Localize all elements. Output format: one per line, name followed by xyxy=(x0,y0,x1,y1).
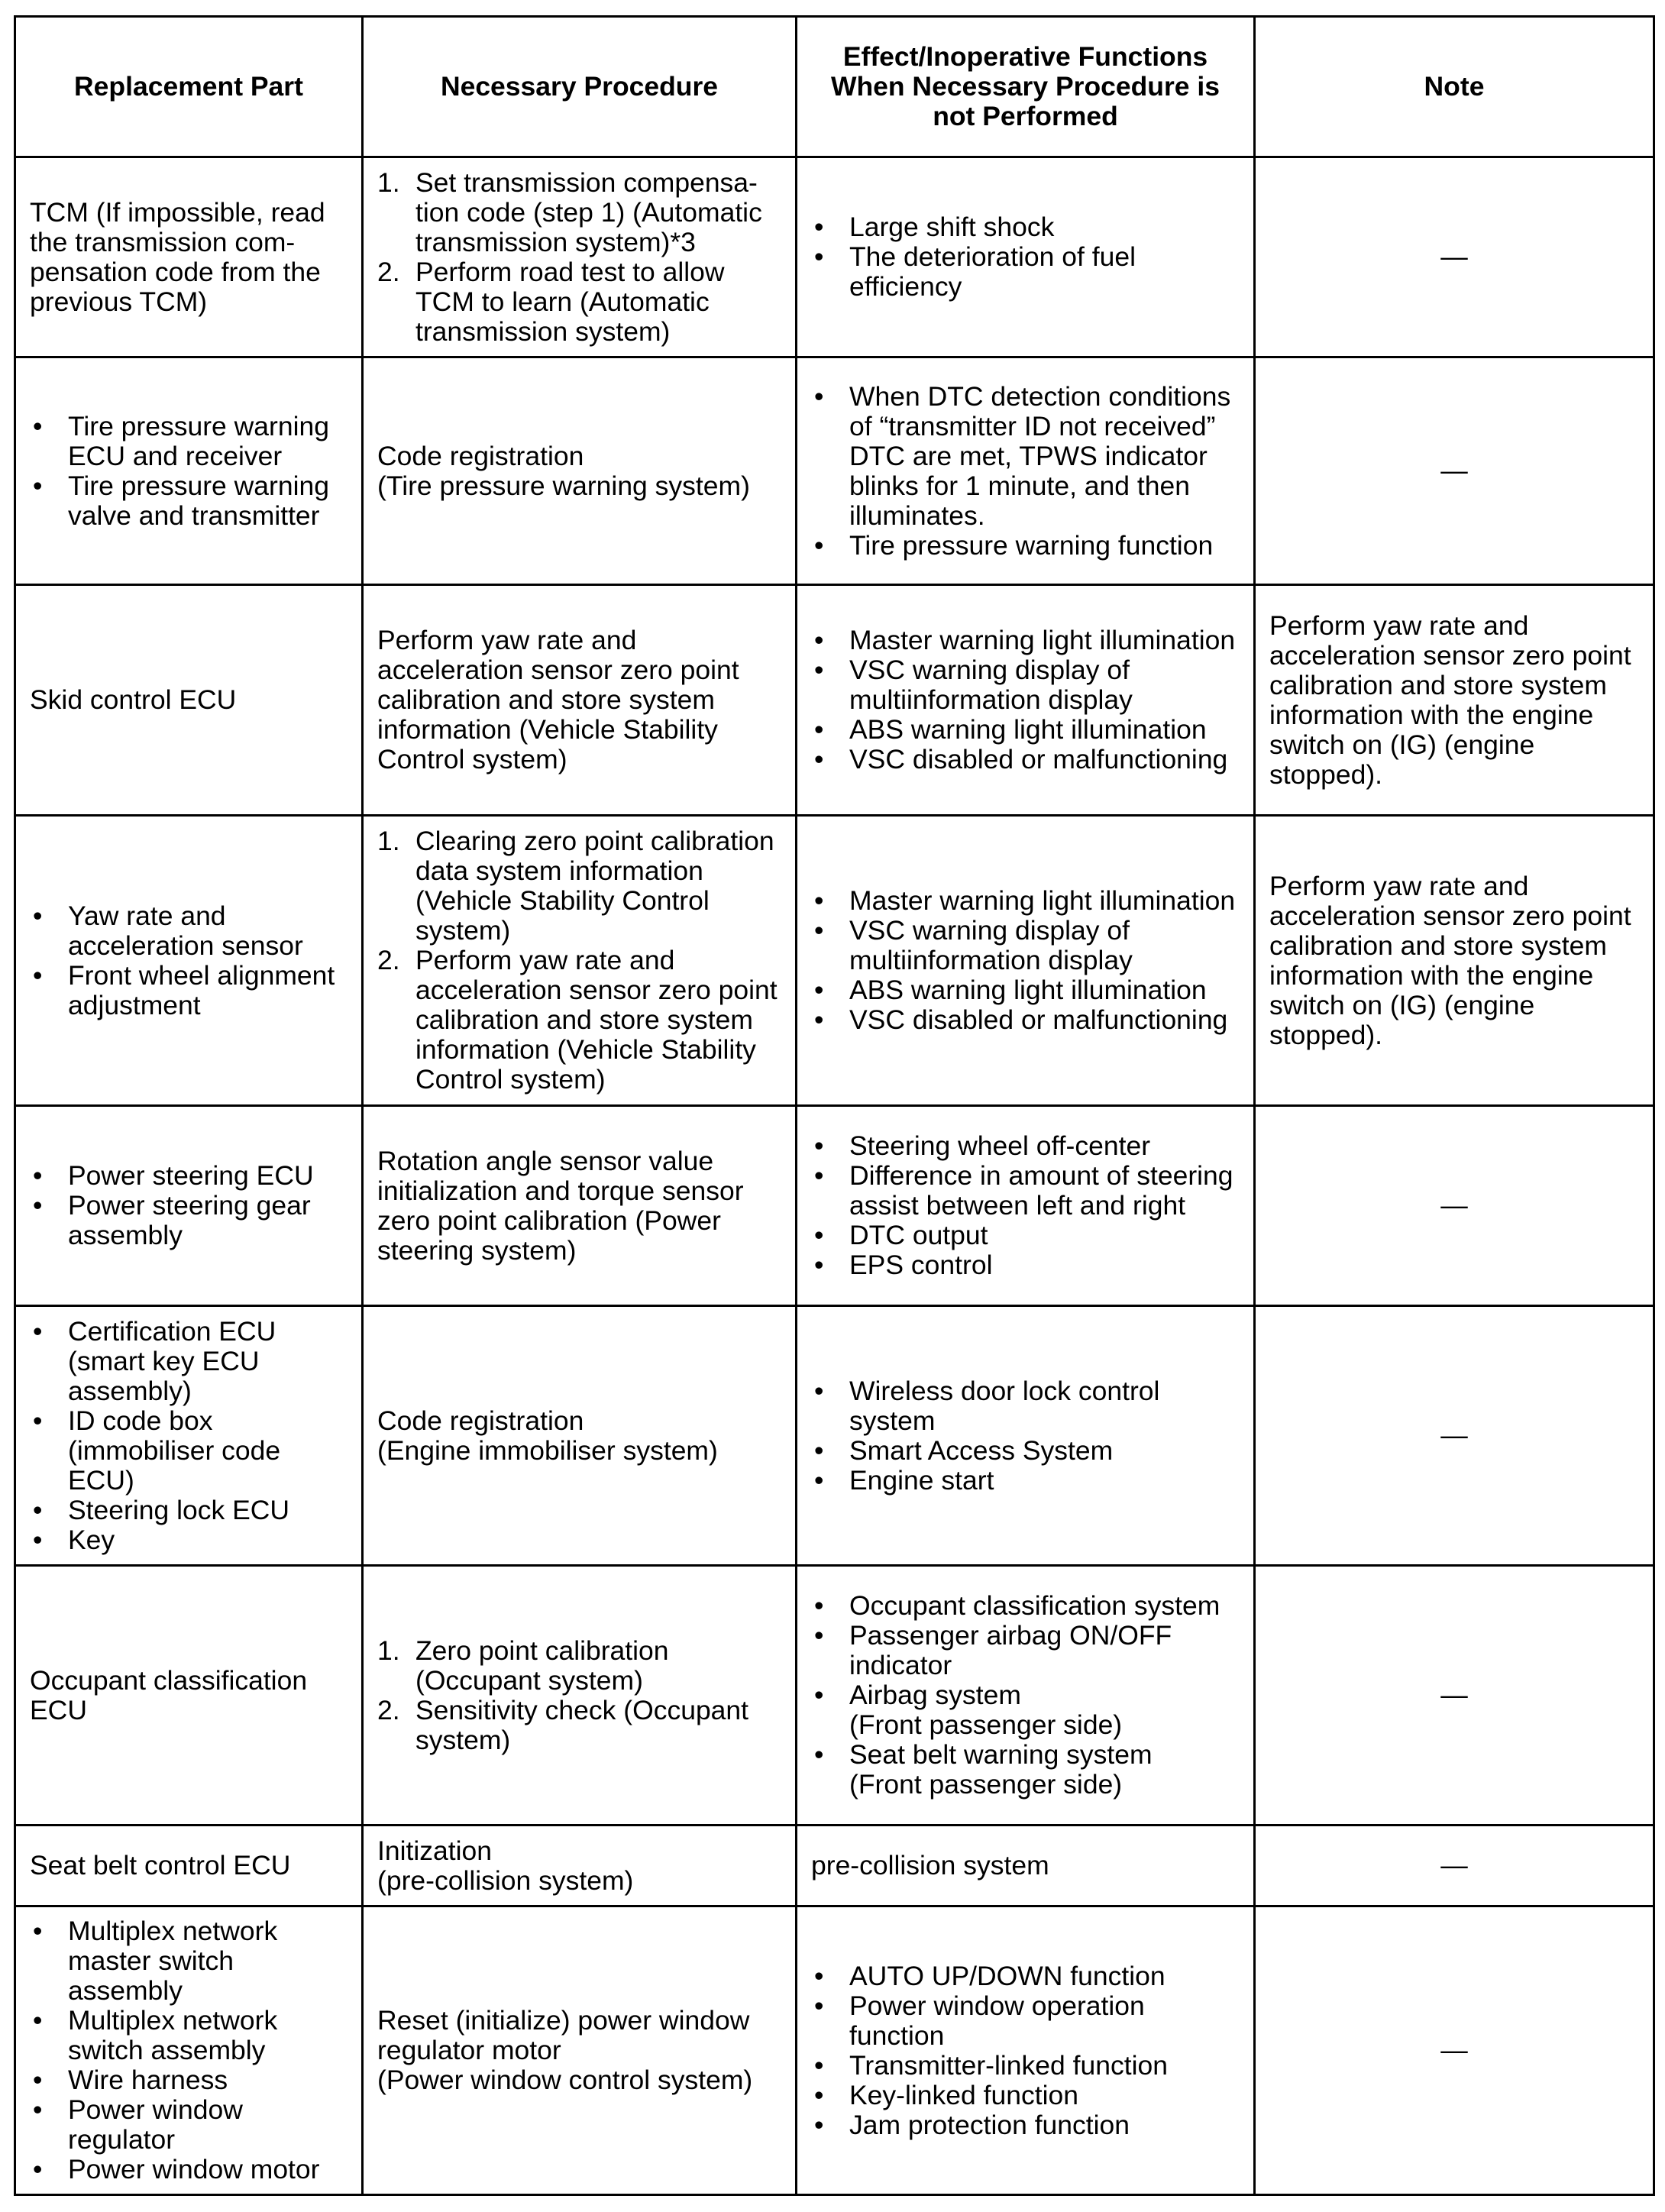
list-item xyxy=(811,916,1240,975)
bullet-marker: • xyxy=(814,1990,824,2021)
effect-cell-list xyxy=(811,1591,1240,1800)
replacement-part-cell: Seat belt control ECU xyxy=(15,1826,363,1906)
bullet-marker: • xyxy=(33,2065,43,2095)
effect-cell-list xyxy=(811,382,1240,561)
list-item xyxy=(377,168,781,257)
bullet-marker: • xyxy=(814,1375,824,1406)
list-item xyxy=(30,961,348,1020)
effect-cell xyxy=(797,1566,1255,1826)
list-item xyxy=(811,655,1240,715)
item-text: Perform yaw rate and acceleration sensor zero point calibration and store system information (Vehicle Stability Control system) xyxy=(415,945,778,1095)
table-row xyxy=(15,1566,1654,1826)
bullet-marker: • xyxy=(814,1620,824,1651)
effect-cell-list xyxy=(811,1131,1240,1280)
bullet-marker: • xyxy=(814,714,824,745)
item-text: Smart Access System xyxy=(849,1434,1114,1466)
bullet-marker: • xyxy=(33,2094,43,2125)
procedure-cell xyxy=(363,1566,797,1826)
list-item xyxy=(811,745,1240,775)
replacement-part-cell xyxy=(15,1906,363,2195)
item-text: Master warning light illumination xyxy=(849,625,1236,655)
bullet-marker: • xyxy=(814,975,824,1005)
bullet-marker: • xyxy=(814,529,824,561)
table-row xyxy=(15,1826,1654,1906)
note-cell: — xyxy=(1255,1306,1654,1566)
item-text: Power window regulator xyxy=(68,2094,243,2155)
list-item xyxy=(811,1376,1240,1436)
bullet-marker: • xyxy=(33,470,43,501)
item-text: Occupant classification system xyxy=(849,1590,1220,1621)
table-body xyxy=(15,157,1654,2195)
list-item xyxy=(377,946,781,1095)
list-item xyxy=(30,471,348,531)
procedure-cell-list xyxy=(377,1636,781,1755)
bullet-marker: • xyxy=(814,2109,824,2140)
list-item xyxy=(811,1961,1240,1991)
list-item xyxy=(811,715,1240,745)
table-row xyxy=(15,1106,1654,1306)
list-item xyxy=(811,1991,1240,2051)
list-item xyxy=(811,975,1240,1005)
note-cell: — xyxy=(1255,1106,1654,1306)
item-text: Multiplex network master switch assembly xyxy=(68,1916,278,2006)
item-number: 2. xyxy=(377,1694,400,1725)
replacement-part-cell-list xyxy=(30,1317,348,1555)
list-item xyxy=(811,1250,1240,1280)
table-row xyxy=(15,816,1654,1106)
item-text: AUTO UP/DOWN function xyxy=(849,1960,1166,1991)
list-item xyxy=(30,1191,348,1250)
item-text: Master warning light illumination xyxy=(849,885,1236,916)
procedure-cell xyxy=(363,157,797,357)
item-text: VSC disabled or malfunctioning xyxy=(849,744,1228,775)
effect-cell: pre-collision system xyxy=(797,1826,1255,1906)
list-item xyxy=(811,2081,1240,2110)
replacement-procedure-table xyxy=(14,15,1655,2196)
list-item xyxy=(377,1636,781,1696)
list-item xyxy=(811,1005,1240,1035)
bullet-marker: • xyxy=(814,2079,824,2110)
item-text: Multiplex network switch assembly xyxy=(68,2005,278,2065)
replacement-part-cell: Skid control ECU xyxy=(15,585,363,816)
replacement-part-cell: Occupant classification ECU xyxy=(15,1566,363,1826)
bullet-marker: • xyxy=(33,1494,43,1525)
list-item xyxy=(30,2065,348,2095)
effect-cell-list xyxy=(811,886,1240,1035)
effect-cell xyxy=(797,157,1255,357)
bullet-marker: • xyxy=(814,1220,824,1250)
item-text: Power steering ECU xyxy=(68,1160,314,1191)
item-text: Steering wheel off-center xyxy=(849,1130,1151,1161)
list-item xyxy=(811,1621,1240,1680)
bullet-marker: • xyxy=(814,744,824,775)
bullet-marker: • xyxy=(33,2005,43,2036)
item-text: ABS warning light illumination xyxy=(849,714,1207,745)
item-text: Wire harness xyxy=(68,2065,228,2095)
list-item xyxy=(811,1740,1240,1800)
note-cell: — xyxy=(1255,1826,1654,1906)
list-item xyxy=(811,1466,1240,1496)
table-row xyxy=(15,585,1654,816)
list-item xyxy=(377,257,781,347)
list-item xyxy=(811,1680,1240,1740)
replacement-part-cell-list xyxy=(30,901,348,1020)
item-text: Clearing zero point calibration data system information (Vehicle Stability Control system) xyxy=(415,826,774,946)
procedure-cell: Perform yaw rate and acceleration sensor zero point calibration and store system information (Vehicle Stability Control system) xyxy=(363,585,797,816)
item-text: Power steering gear assembly xyxy=(68,1190,311,1250)
procedure-cell-list xyxy=(377,168,781,347)
item-text: VSC warning display of multiinformation display xyxy=(849,915,1133,975)
effect-cell-list xyxy=(811,212,1240,302)
bullet-marker: • xyxy=(814,625,824,655)
item-text: VSC disabled or malfunctioning xyxy=(849,1004,1228,1035)
effect-cell xyxy=(797,1906,1255,2195)
item-text: Jam protection function xyxy=(849,2109,1130,2140)
list-item xyxy=(811,886,1240,916)
item-text: Wireless door lock control system xyxy=(849,1375,1160,1436)
bullet-marker: • xyxy=(814,2049,824,2081)
procedure-cell: Rotation angle sensor value initialization and torque sensor zero point calibration (Power steering system) xyxy=(363,1106,797,1306)
item-text: EPS control xyxy=(849,1250,993,1280)
bullet-marker: • xyxy=(814,1464,824,1496)
procedure-cell: Code registration (Tire pressure warning system) xyxy=(363,357,797,585)
effect-cell-list xyxy=(811,626,1240,775)
replacement-part-cell-list xyxy=(30,1161,348,1250)
effect-cell xyxy=(797,816,1255,1106)
list-item xyxy=(30,2095,348,2155)
header-note: Note xyxy=(1255,17,1654,157)
header-replacement-part: Replacement Part xyxy=(15,17,363,157)
item-text: Seat belt warning system (Front passenger side) xyxy=(849,1739,1153,1800)
bullet-marker: • xyxy=(814,1160,824,1191)
item-number: 1. xyxy=(377,1635,400,1666)
bullet-marker: • xyxy=(33,959,43,991)
note-cell: Perform yaw rate and acceleration sensor zero point calibration and store system information with the engine switch on (IG) (engine stopped). xyxy=(1255,585,1654,816)
item-text: DTC output xyxy=(849,1220,988,1250)
effect-cell-list xyxy=(811,1961,1240,2140)
replacement-part-cell-list xyxy=(30,412,348,531)
item-text: Tire pressure warning function xyxy=(849,529,1214,561)
table-row xyxy=(15,1906,1654,2195)
replacement-part-cell-list xyxy=(30,1916,348,2185)
list-item xyxy=(811,626,1240,655)
bullet-marker: • xyxy=(814,1680,824,1710)
bullet-marker: • xyxy=(814,1250,824,1280)
item-number: 1. xyxy=(377,167,400,198)
header-effect: Effect/Inoperative Functions When Necessary Procedure is not Performed xyxy=(797,17,1255,157)
list-item xyxy=(30,1317,348,1406)
list-item xyxy=(30,2155,348,2185)
list-item xyxy=(30,412,348,471)
bullet-marker: • xyxy=(33,410,43,441)
item-text: Key xyxy=(68,1524,115,1555)
bullet-marker: • xyxy=(814,1434,824,1466)
bullet-marker: • xyxy=(33,1190,43,1221)
procedure-cell: Reset (initialize) power window regulator motor (Power window control system) xyxy=(363,1906,797,2195)
bullet-marker: • xyxy=(814,241,824,272)
note-cell: — xyxy=(1255,1566,1654,1826)
bullet-marker: • xyxy=(33,1405,43,1436)
bullet-marker: • xyxy=(814,1130,824,1161)
list-item xyxy=(30,1496,348,1525)
note-cell: — xyxy=(1255,157,1654,357)
item-number: 2. xyxy=(377,256,400,287)
bullet-marker: • xyxy=(814,212,824,242)
item-text: Certification ECU (smart key ECU assembly) xyxy=(68,1315,276,1406)
list-item xyxy=(811,382,1240,531)
item-text: Zero point calibration (Occupant system) xyxy=(415,1635,669,1696)
list-item xyxy=(811,1161,1240,1221)
item-text: ABS warning light illumination xyxy=(849,975,1207,1005)
bullet-marker: • xyxy=(33,900,43,931)
item-text: Steering lock ECU xyxy=(68,1494,290,1525)
replacement-part-cell xyxy=(15,357,363,585)
list-item xyxy=(30,1406,348,1496)
item-text: Power window motor xyxy=(68,2154,320,2185)
list-item xyxy=(811,2110,1240,2140)
item-text: Front wheel alignment adjustment xyxy=(68,959,335,1020)
header-row xyxy=(15,17,1654,157)
bullet-marker: • xyxy=(814,380,824,412)
item-text: Key-linked function xyxy=(849,2079,1078,2110)
effect-cell xyxy=(797,1306,1255,1566)
replacement-part-cell xyxy=(15,816,363,1106)
effect-cell xyxy=(797,585,1255,816)
bullet-marker: • xyxy=(33,1916,43,1946)
list-item xyxy=(811,1131,1240,1161)
table-row xyxy=(15,1306,1654,1566)
table-row xyxy=(15,157,1654,357)
item-text: Perform road test to allow TCM to learn (Automatic transmission system) xyxy=(415,256,725,347)
bullet-marker: • xyxy=(814,1739,824,1770)
list-item xyxy=(811,2051,1240,2081)
replacement-part-cell xyxy=(15,1306,363,1566)
bullet-marker: • xyxy=(814,1590,824,1621)
item-text: Power window operation function xyxy=(849,1990,1145,2051)
list-item xyxy=(811,1591,1240,1621)
procedure-cell-list xyxy=(377,826,781,1095)
effect-cell xyxy=(797,357,1255,585)
note-cell: — xyxy=(1255,1906,1654,2195)
note-cell: Perform yaw rate and acceleration sensor zero point calibration and store system information with the engine switch on (IG) (engine stopped). xyxy=(1255,816,1654,1106)
procedure-cell xyxy=(363,816,797,1106)
list-item xyxy=(811,531,1240,561)
item-text: Sensitivity check (Occupant system) xyxy=(415,1694,749,1755)
procedure-cell: Code registration (Engine immobiliser system) xyxy=(363,1306,797,1566)
item-text: ID code box (immobiliser code ECU) xyxy=(68,1405,281,1496)
item-number: 2. xyxy=(377,945,400,975)
list-item xyxy=(30,1161,348,1191)
list-item xyxy=(30,1916,348,2006)
procedure-cell: Initization (pre-collision system) xyxy=(363,1826,797,1906)
list-item xyxy=(811,212,1240,242)
item-text: VSC warning display of multiinformation display xyxy=(849,655,1133,715)
list-item xyxy=(377,826,781,946)
bullet-marker: • xyxy=(33,1160,43,1191)
item-text: Yaw rate and acceleration sensor xyxy=(68,900,303,961)
note-cell: — xyxy=(1255,357,1654,585)
item-text: The deterioration of fuel efficiency xyxy=(849,241,1136,302)
replacement-part-cell: TCM (If impossible, read the transmission com-pensation code from the previous TCM) xyxy=(15,157,363,357)
list-item xyxy=(377,1696,781,1755)
item-text: Difference in amount of steering assist between left and right xyxy=(849,1160,1233,1221)
list-item xyxy=(30,2006,348,2065)
list-item xyxy=(30,1525,348,1555)
list-item xyxy=(811,1436,1240,1466)
bullet-marker: • xyxy=(33,1315,43,1347)
table-row xyxy=(15,357,1654,585)
item-text: Set transmission compensa-tion code (step 1) (Automatic transmission system)*3 xyxy=(415,167,762,257)
item-text: Engine start xyxy=(849,1464,994,1496)
bullet-marker: • xyxy=(814,1960,824,1991)
bullet-marker: • xyxy=(33,1524,43,1555)
item-text: Passenger airbag ON/OFF indicator xyxy=(849,1620,1172,1680)
bullet-marker: • xyxy=(814,915,824,946)
bullet-marker: • xyxy=(814,655,824,685)
item-text: Transmitter-linked function xyxy=(849,2049,1168,2081)
list-item xyxy=(811,242,1240,302)
item-text: Tire pressure warning ECU and receiver xyxy=(68,410,329,471)
bullet-marker: • xyxy=(814,1004,824,1035)
item-text: Large shift shock xyxy=(849,212,1055,242)
effect-cell xyxy=(797,1106,1255,1306)
replacement-part-cell xyxy=(15,1106,363,1306)
header-necessary-procedure: Necessary Procedure xyxy=(363,17,797,157)
effect-cell-list xyxy=(811,1376,1240,1496)
item-text: Airbag system (Front passenger side) xyxy=(849,1680,1123,1740)
list-item xyxy=(30,901,348,961)
item-text: When DTC detection conditions of “transmitter ID not received” DTC are met, TPWS indicator blinks for 1 minute, and then illuminates. xyxy=(849,380,1231,531)
bullet-marker: • xyxy=(814,885,824,916)
bullet-marker: • xyxy=(33,2154,43,2185)
list-item xyxy=(811,1221,1240,1250)
item-text: Tire pressure warning valve and transmitter xyxy=(68,470,329,531)
item-number: 1. xyxy=(377,826,400,856)
